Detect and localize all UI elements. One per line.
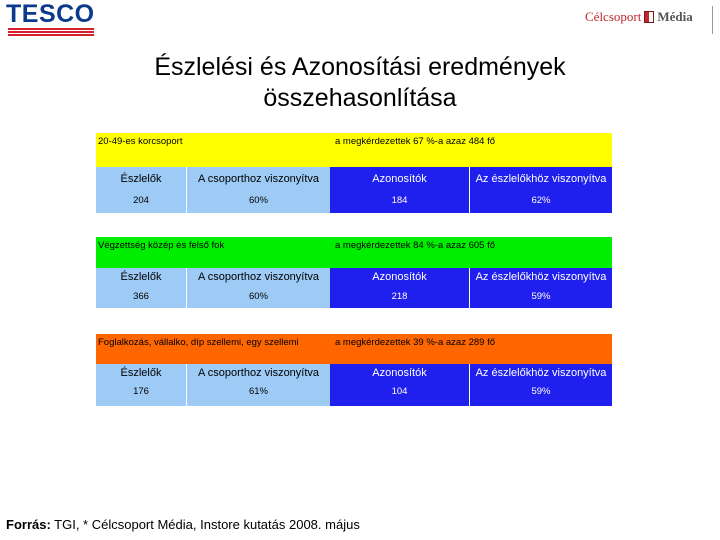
value-eszlelokhoz: 62% (531, 195, 551, 206)
group-label: Végzettség közép és felső fok (98, 240, 225, 251)
value-azonositok: 218 (391, 291, 408, 302)
header-azonositok: Azonosítók (372, 367, 427, 379)
value-eszlelok: 176 (133, 386, 149, 397)
header-azonositok: Azonosítók (372, 271, 427, 283)
source-label: Forrás: (6, 517, 51, 532)
value-azonositok: 184 (391, 195, 408, 206)
table-header-row (96, 334, 612, 364)
title-line-1: Észlelési és Azonosítási eredmények (154, 53, 566, 81)
table-grid (96, 167, 612, 213)
edge-mark (710, 0, 720, 40)
table-header-row (96, 237, 612, 268)
group-label: Foglalkozás, vállalko, díp szellemi, egy szellemi (98, 337, 299, 348)
header-eszlelokhoz: Az észlelőkhöz viszonyítva (475, 367, 607, 379)
value-eszlelok: 204 (133, 195, 149, 206)
header-eszlelok: Észlelők (120, 271, 162, 283)
celcsoport-text: Célcsoport (585, 9, 642, 24)
group-label: 20-49-es korcsoport (98, 136, 183, 147)
tesco-logo-text: TESCO (6, 0, 95, 28)
header-eszlelok: Észlelők (120, 367, 162, 379)
media-text: Média (657, 9, 693, 24)
header-csoport: A csoporthoz viszonyítva (197, 367, 320, 379)
value-eszlelokhoz: 59% (531, 386, 551, 397)
comparison-table-1 (96, 133, 612, 206)
header-azonositok: Azonosítók (372, 173, 427, 185)
page-title (60, 52, 660, 114)
title-line-2: összehasonlítása (263, 84, 457, 112)
value-csoport: 60% (248, 195, 268, 206)
comparison-table-3 (96, 334, 612, 397)
table-grid (96, 364, 612, 406)
table-grid (96, 268, 612, 308)
logo-stripe (8, 31, 94, 33)
comparison-table-2 (96, 237, 612, 302)
value-eszlelokhoz: 59% (531, 291, 551, 302)
value-eszlelok: 366 (133, 291, 149, 302)
celcsoport-media-logo (585, 8, 693, 26)
header-eszlelokhoz: Az észlelőkhöz viszonyítva (475, 173, 607, 185)
value-azonositok: 104 (391, 386, 408, 397)
logo-stripe (8, 28, 94, 30)
header-eszlelokhoz: Az észlelőkhöz viszonyítva (475, 271, 607, 283)
respondents-label: a megkérdezettek 39 %-a azaz 289 fő (335, 337, 496, 348)
value-csoport: 60% (248, 291, 268, 302)
logo-stripe (8, 34, 94, 36)
source-text: TGI, * Célcsoport Média, Instore kutatás 2008. május (50, 517, 360, 532)
header-csoport: A csoporthoz viszonyítva (197, 173, 320, 185)
header-eszlelok: Észlelők (120, 173, 162, 185)
respondents-label: a megkérdezettek 67 %-a azaz 484 fő (335, 136, 496, 147)
source-footer (6, 517, 360, 532)
logo-square-icon (644, 11, 654, 23)
tesco-logo (6, 2, 98, 36)
header-csoport: A csoporthoz viszonyítva (197, 271, 320, 283)
respondents-label: a megkérdezettek 84 %-a azaz 605 fő (335, 240, 496, 251)
table-header-row (96, 133, 612, 167)
value-csoport: 61% (248, 386, 268, 397)
